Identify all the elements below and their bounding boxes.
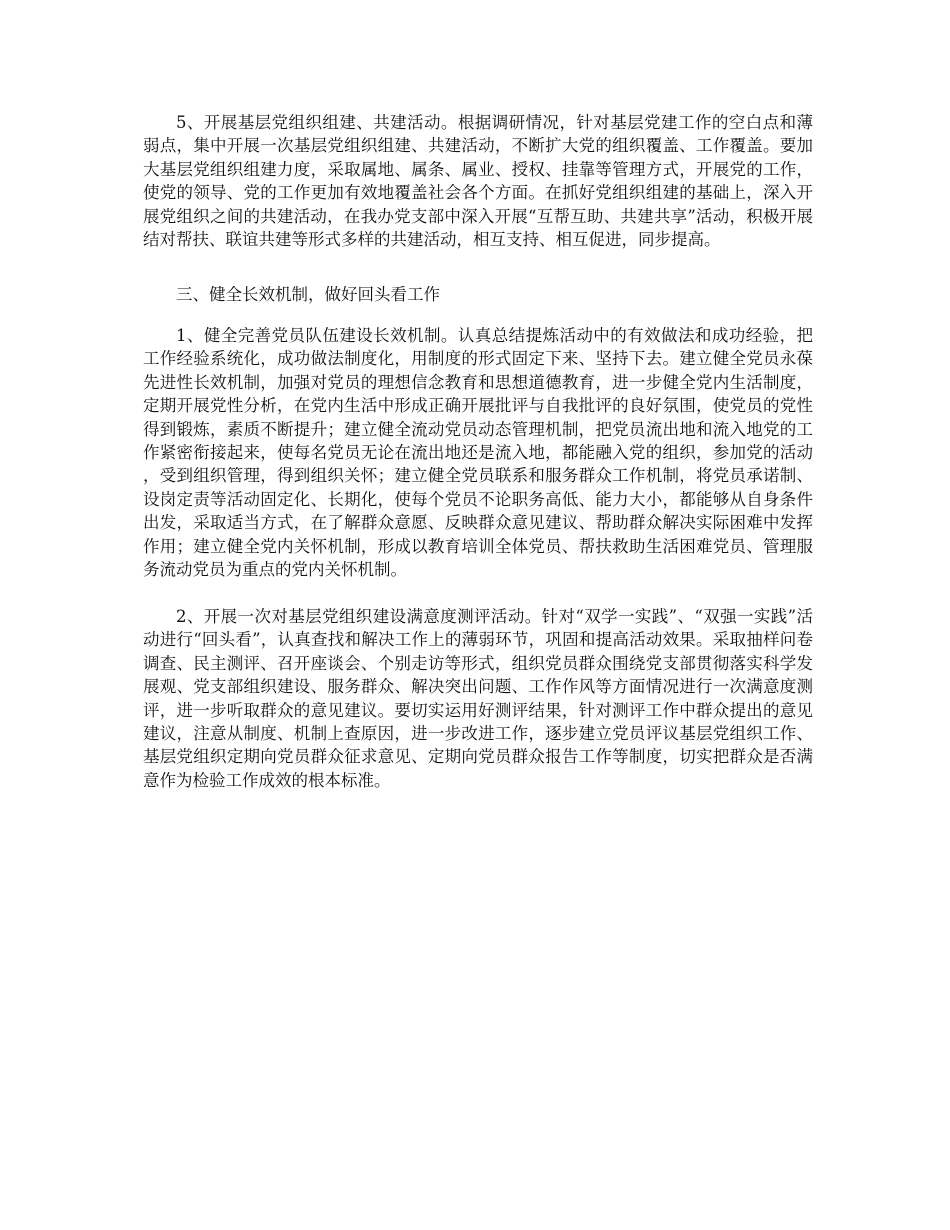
- section-heading-long-term-mechanism: 三、健全长效机制，做好回头看工作: [176, 285, 440, 304]
- paragraph-item-1-long-term-mechanism: 1、健全完善党员队伍建设长效机制。认真总结提炼活动中的有效做法和成功经验，把工作经验系统化，成功做法制度化，用制度的形式固定下来、坚持下去。建立健全党员永葆先进性长效机制，加强对党员的理想信念教育和思想道德教育，进一步健全党内生活制度，定期开展党性分析，在党内生活中形成正确开展批评与自我批评的良好氛围，使党员的党性得到锻炼，素质不断提升；建立健全流动党员动态管理机制，把党员流出地和流入地党的工作紧密衔接起来，使每名党员无论在流出地还是流入地，都能融入党的组织，参加党的活动，受到组织管理，得到组织关怀；建立健全党员联系和服务群众工作机制，将党员承诺制、设岗定责等活动固定化、长期化，使每个党员不论职务高低、能力大小，都能够从自身条件出发，采取适当方式，在了解群众意愿、反映群众意见建议、帮助群众解决实际困难中发挥作用；建立健全党内关怀机制，形成以教育培训全体党员、帮扶救助生活困难党员、管理服务流动党员为重点的党内关怀机制。: [143, 326, 813, 580]
- paragraph-item-5-organization-building: 5、开展基层党组织组建、共建活动。根据调研情况，针对基层党建工作的空白点和薄弱点，集中开展一次基层党组织组建、共建活动，不断扩大党的组织覆盖、工作覆盖。要加大基层党组织组建力度，采取属地、属条、属业、授权、挂靠等管理方式，开展党的工作，使党的领导、党的工作更加有效地覆盖社会各个方面。在抓好党组织组建的基础上，深入开展党组织之间的共建活动，在我办党支部中深入开展“互帮互助、共建共享”活动，积极开展结对帮扶、联谊共建等形式多样的共建活动，相互支持、相互促进，同步提高。: [143, 113, 813, 250]
- paragraph-item-2-satisfaction-evaluation: 2、开展一次对基层党组织建设满意度测评活动。针对“双学一实践”、“双强一实践”活动进行“回头看”，认真查找和解决工作上的薄弱环节，巩固和提高活动效果。采取抽样问卷调查、民主测评、召开座谈会、个别走访等形式，组织党员群众围绕党支部贯彻落实科学发展观、党支部组织建设、服务群众、解决突出问题、工作作风等方面情况进行一次满意度测评，进一步听取群众的意见建议。要切实运用好测评结果，针对测评工作中群众提出的意见建议，注意从制度、机制上查原因，进一步改进工作，逐步建立党员评议基层党组织工作、基层党组织定期向党员群众征求意见、定期向党员群众报告工作等制度，切实把群众是否满意作为检验工作成效的根本标准。: [143, 607, 813, 790]
